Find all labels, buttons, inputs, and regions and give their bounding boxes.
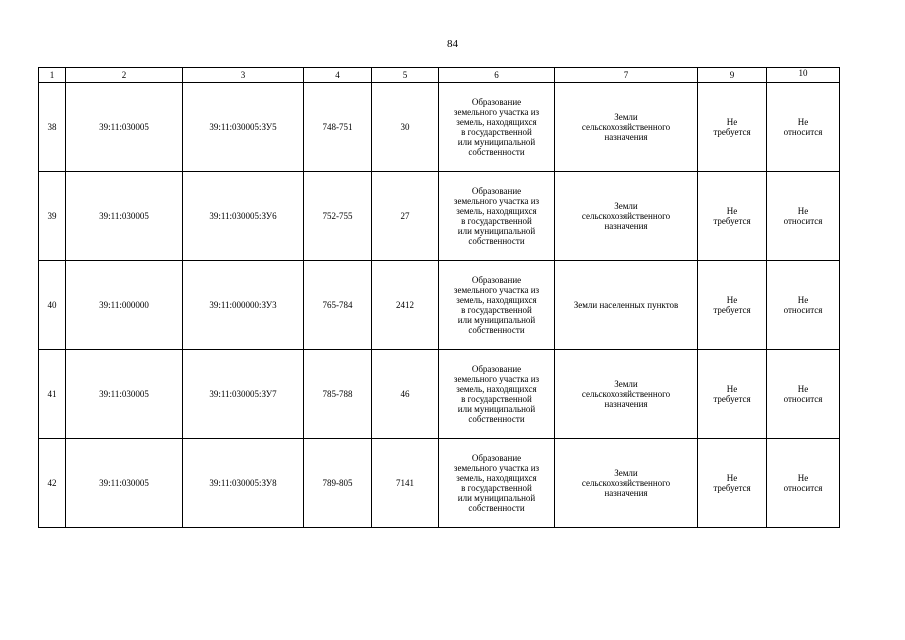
column-header: 4 xyxy=(304,68,372,83)
column-header: 7 xyxy=(555,68,698,83)
plot-designation-cell: 39:11:030005:ЗУ7 xyxy=(183,350,304,439)
plot-designation-cell: 39:11:030005:ЗУ6 xyxy=(183,172,304,261)
area-cell: 2412 xyxy=(372,261,439,350)
area-cell: 46 xyxy=(372,350,439,439)
formation-method-cell: Образование земельного участка из земель, находящихся в государственной или муниципальной собственности xyxy=(439,350,555,439)
column-header: 3 xyxy=(183,68,304,83)
cadastral-quarter-cell: 39:11:030005 xyxy=(66,350,183,439)
point-range-cell: 785-788 xyxy=(304,350,372,439)
row-number-cell: 42 xyxy=(39,439,66,528)
point-range-cell: 748-751 xyxy=(304,83,372,172)
row-number-cell: 38 xyxy=(39,83,66,172)
land-plots-table xyxy=(38,67,840,528)
formation-method-cell: Образование земельного участка из земель, находящихся в государственной или муниципальной собственности xyxy=(439,83,555,172)
column-header: 1 xyxy=(39,68,66,83)
relation-cell: Не относится xyxy=(767,83,840,172)
relation-cell: Не относится xyxy=(767,350,840,439)
area-cell: 7141 xyxy=(372,439,439,528)
table-row xyxy=(39,261,840,350)
row-number-cell: 40 xyxy=(39,261,66,350)
requirement-cell: Не требуется xyxy=(698,439,767,528)
formation-method-cell: Образование земельного участка из земель, находящихся в государственной или муниципальной собственности xyxy=(439,439,555,528)
cadastral-quarter-cell: 39:11:000000 xyxy=(66,261,183,350)
table-row xyxy=(39,83,840,172)
point-range-cell: 752-755 xyxy=(304,172,372,261)
relation-cell: Не относится xyxy=(767,261,840,350)
column-header: 9 xyxy=(698,68,767,83)
requirement-cell: Не требуется xyxy=(698,350,767,439)
point-range-cell: 789-805 xyxy=(304,439,372,528)
formation-method-cell: Образование земельного участка из земель, находящихся в государственной или муниципальной собственности xyxy=(439,261,555,350)
requirement-cell: Не требуется xyxy=(698,83,767,172)
land-category-cell: Земли сельскохозяйственного назначения xyxy=(555,83,698,172)
relation-cell: Не относится xyxy=(767,439,840,528)
plot-designation-cell: 39:11:030005:ЗУ5 xyxy=(183,83,304,172)
column-header: 5 xyxy=(372,68,439,83)
requirement-cell: Не требуется xyxy=(698,261,767,350)
column-header: 6 xyxy=(439,68,555,83)
cadastral-quarter-cell: 39:11:030005 xyxy=(66,172,183,261)
table-row xyxy=(39,439,840,528)
formation-method-cell: Образование земельного участка из земель, находящихся в государственной или муниципальной собственности xyxy=(439,172,555,261)
table-row xyxy=(39,350,840,439)
land-category-cell: Земли сельскохозяйственного назначения xyxy=(555,350,698,439)
plot-designation-cell: 39:11:000000:ЗУ3 xyxy=(183,261,304,350)
cadastral-quarter-cell: 39:11:030005 xyxy=(66,439,183,528)
table-row xyxy=(39,172,840,261)
page-number: 84 xyxy=(447,38,458,50)
column-header: 10 xyxy=(767,68,840,83)
area-cell: 27 xyxy=(372,172,439,261)
plot-designation-cell: 39:11:030005:ЗУ8 xyxy=(183,439,304,528)
requirement-cell: Не требуется xyxy=(698,172,767,261)
point-range-cell: 765-784 xyxy=(304,261,372,350)
land-category-cell: Земли сельскохозяйственного назначения xyxy=(555,439,698,528)
relation-cell: Не относится xyxy=(767,172,840,261)
row-number-cell: 39 xyxy=(39,172,66,261)
header-row xyxy=(39,68,840,83)
area-cell: 30 xyxy=(372,83,439,172)
cadastral-quarter-cell: 39:11:030005 xyxy=(66,83,183,172)
land-category-cell: Земли населенных пунктов xyxy=(555,261,698,350)
row-number-cell: 41 xyxy=(39,350,66,439)
column-header: 2 xyxy=(66,68,183,83)
land-category-cell: Земли сельскохозяйственного назначения xyxy=(555,172,698,261)
